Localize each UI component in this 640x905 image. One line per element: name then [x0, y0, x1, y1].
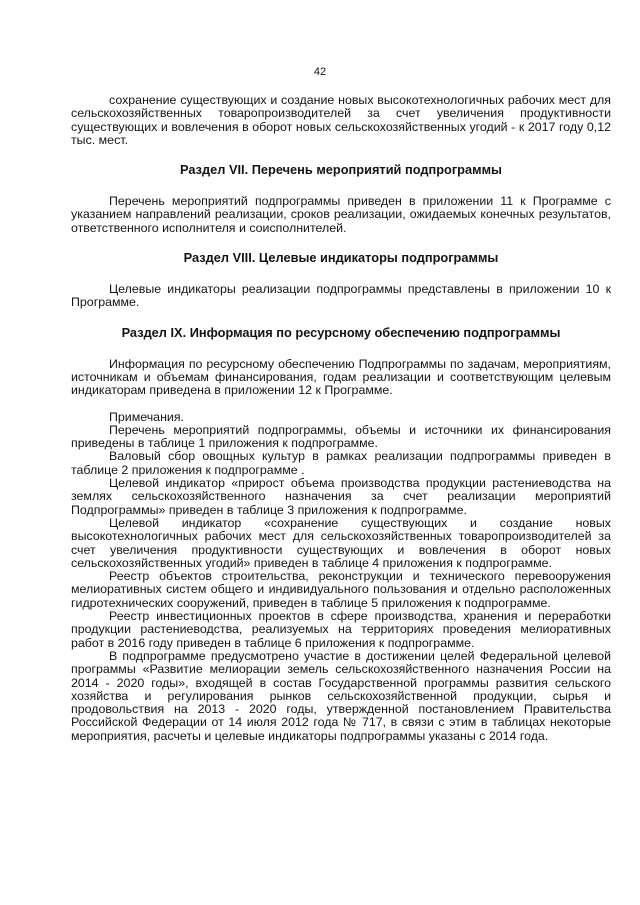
note-item-6: Реестр инвестиционных проектов в сфере производства, хранения и переработки продукции растениеводства, реализуемых на территориях проведения мелиоративных работ в 2016 году приведен в таблице 6 приложения к подпрограмме.: [71, 609, 611, 650]
page-content: [71, 94, 611, 743]
intro-continuation-paragraph: сохранение существующих и создание новых высокотехнологичных рабочих мест для сельскохозяйственных товаропроизводителей за счет увеличения продуктивности существующих и вовлечения в оборот новых сельскохозяйственных угодий - к 2017 году 0,12 тыс. мест.: [71, 93, 611, 147]
page-number: 42: [313, 66, 327, 78]
note-item-4: Целевой индикатор «сохранение существующих и создание новых высокотехнологичных рабочих мест для сельскохозяйственных товаропроизводителей за счет увеличения продуктивности существующих и вовлечения в оборот новых сельскохозяйственных угодий» приведен в таблице 4 приложения к подпрограмме.: [71, 515, 611, 570]
note-item-2: Валовый сбор овощных культур в рамках реализации подпрограммы приведен в таблице 2 приложения к подпрограмме .: [71, 449, 611, 477]
section-7-title: Раздел VII. Перечень мероприятий подпрограммы: [180, 162, 502, 178]
section-8-title: Раздел VIII. Целевые индикаторы подпрограммы: [183, 250, 499, 266]
notes-heading: Примечания.: [109, 409, 184, 424]
note-item-1: Перечень мероприятий подпрограммы, объемы и источники их финансирования приведены в таблице 1 приложения к подпрограмме.: [71, 422, 611, 451]
section-7-text: Перечень мероприятий подпрограммы приведен в приложении 11 к Программе с указанием направлений реализации, сроков реализации, ожидаемых конечных результатов, ответственного исполнителя и соисполнителей.: [71, 194, 611, 235]
section-8-text: Целевые индикаторы реализации подпрограммы представлены в приложении 10 к Программе.: [71, 282, 611, 310]
section-9-text: Информация по ресурсному обеспечению Подпрограммы по задачам, мероприятиям, источникам и объемам финансирования, годам реализации и соответствующим целевым индикаторам приведена в приложении 12 к Программе.: [71, 356, 611, 398]
note-item-3: Целевой индикатор «прирост объема производства продукции растениеводства на землях сельскохозяйственного назначения за счет реализации мероприятий Подпрограммы» приведен в таблице 3 приложения к подпрограмме.: [71, 476, 611, 517]
note-item-5: Реестр объектов строительства, реконструкции и технического перевооружения мелиоративных систем общего и индивидуального пользования и отдельно расположенных гидротехнических сооружений, приведен в таблице 5 приложения к подпрограмме.: [71, 569, 611, 610]
section-9-title: Раздел IX. Информация по ресурсному обеспечению подпрограммы: [121, 324, 561, 340]
note-item-7: В подпрограмме предусмотрено участие в достижении целей Федеральной целевой программы «Развитие мелиорации земель сельскохозяйственного назначения России на 2014 - 2020 годы», входящей в состав Государственной программы развития сельского хозяйства и регулирования рынков сельскохозяйственной продукции, сырья и продовольствия на 2013 - 2020 годы, утвержденной постановлением Правительства Российской Федерации от 14 июля 2012 года № 717, в связи с этим в таблицах некоторые мероприятия, расчеты и целевые индикаторы подпрограммы указаны с 2014 года.: [71, 648, 611, 743]
